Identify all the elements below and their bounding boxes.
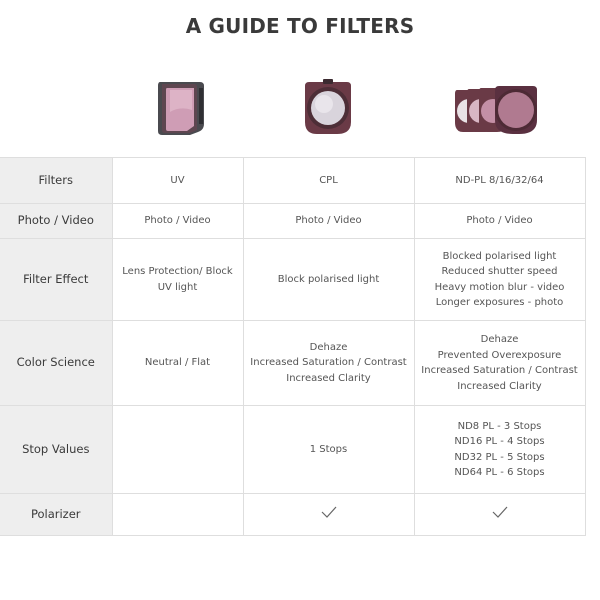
cpl-filter-image — [303, 78, 353, 136]
cell-text: ND32 PL - 5 Stops — [454, 451, 545, 463]
table-cell — [414, 406, 585, 494]
filter-comparison-table — [0, 157, 586, 536]
cell-text: Photo / Video — [466, 215, 533, 227]
row-label: Filter Effect — [0, 239, 112, 321]
table-cell — [112, 321, 243, 406]
table-cell — [112, 406, 243, 494]
table-cell — [414, 321, 585, 406]
checkmark-icon — [492, 506, 508, 524]
row-label: Filters — [0, 158, 112, 204]
cell-text: Increased Saturation / Contrast — [421, 365, 578, 376]
table-cell — [243, 204, 414, 239]
cell-text: Block polarised light — [277, 273, 380, 285]
cell-text: 1 Stops — [309, 443, 348, 455]
nd-pl-filter-set-image — [453, 84, 539, 136]
cell-text: Longer exposures - photo — [435, 297, 564, 308]
table-cell — [414, 239, 585, 321]
cell-text: Lens Protection/ Block — [122, 266, 233, 277]
uv-filter-image — [156, 80, 206, 136]
cell-text: Neutral / Flat — [144, 357, 211, 369]
row-label: Color Science — [0, 321, 112, 406]
cell-text: Photo / Video — [144, 215, 211, 227]
cell-text: CPL — [319, 174, 338, 186]
table-cell — [243, 158, 414, 204]
table-cell — [112, 239, 243, 321]
cell-text: Prevented Overexposure — [437, 349, 562, 361]
page-title: A GUIDE TO FILTERS — [185, 14, 415, 38]
cell-text: ND16 PL - 4 Stops — [454, 436, 545, 447]
cell-text: Dehaze — [480, 334, 519, 345]
table-row — [0, 204, 585, 239]
checkmark-icon — [321, 506, 337, 524]
cell-text: Blocked polarised light — [442, 250, 557, 262]
table-cell — [243, 321, 414, 406]
table-cell — [414, 158, 585, 204]
table-row — [0, 494, 585, 536]
cell-text: ND8 PL - 3 Stops — [457, 420, 542, 432]
cell-text: Dehaze — [309, 341, 348, 353]
table-cell — [243, 239, 414, 321]
table-row — [0, 321, 585, 406]
row-label: Photo / Video — [0, 204, 112, 239]
cell-text: ND64 PL - 6 Stops — [454, 467, 545, 478]
cell-text: Increased Saturation / Contrast — [250, 357, 407, 369]
table-cell — [112, 158, 243, 204]
table-row — [0, 239, 585, 321]
table-cell — [414, 204, 585, 239]
table-cell — [112, 494, 243, 536]
cell-text: UV — [170, 174, 185, 186]
cell-text: Reduced shutter speed — [441, 266, 558, 277]
table-cell — [112, 204, 243, 239]
table-cell — [243, 494, 414, 536]
cell-text: Increased Clarity — [286, 372, 371, 384]
row-label: Stop Values — [0, 406, 112, 494]
row-label: Polarizer — [0, 494, 112, 536]
table-cell — [414, 494, 585, 536]
cell-text: UV light — [157, 281, 198, 293]
cell-text: Photo / Video — [295, 215, 362, 227]
cell-text: ND-PL 8/16/32/64 — [455, 174, 544, 186]
table-cell — [243, 406, 414, 494]
table-row — [0, 158, 585, 204]
cell-text: Heavy motion blur - video — [434, 281, 565, 293]
cell-text: Increased Clarity — [457, 380, 542, 392]
table-row — [0, 406, 585, 494]
